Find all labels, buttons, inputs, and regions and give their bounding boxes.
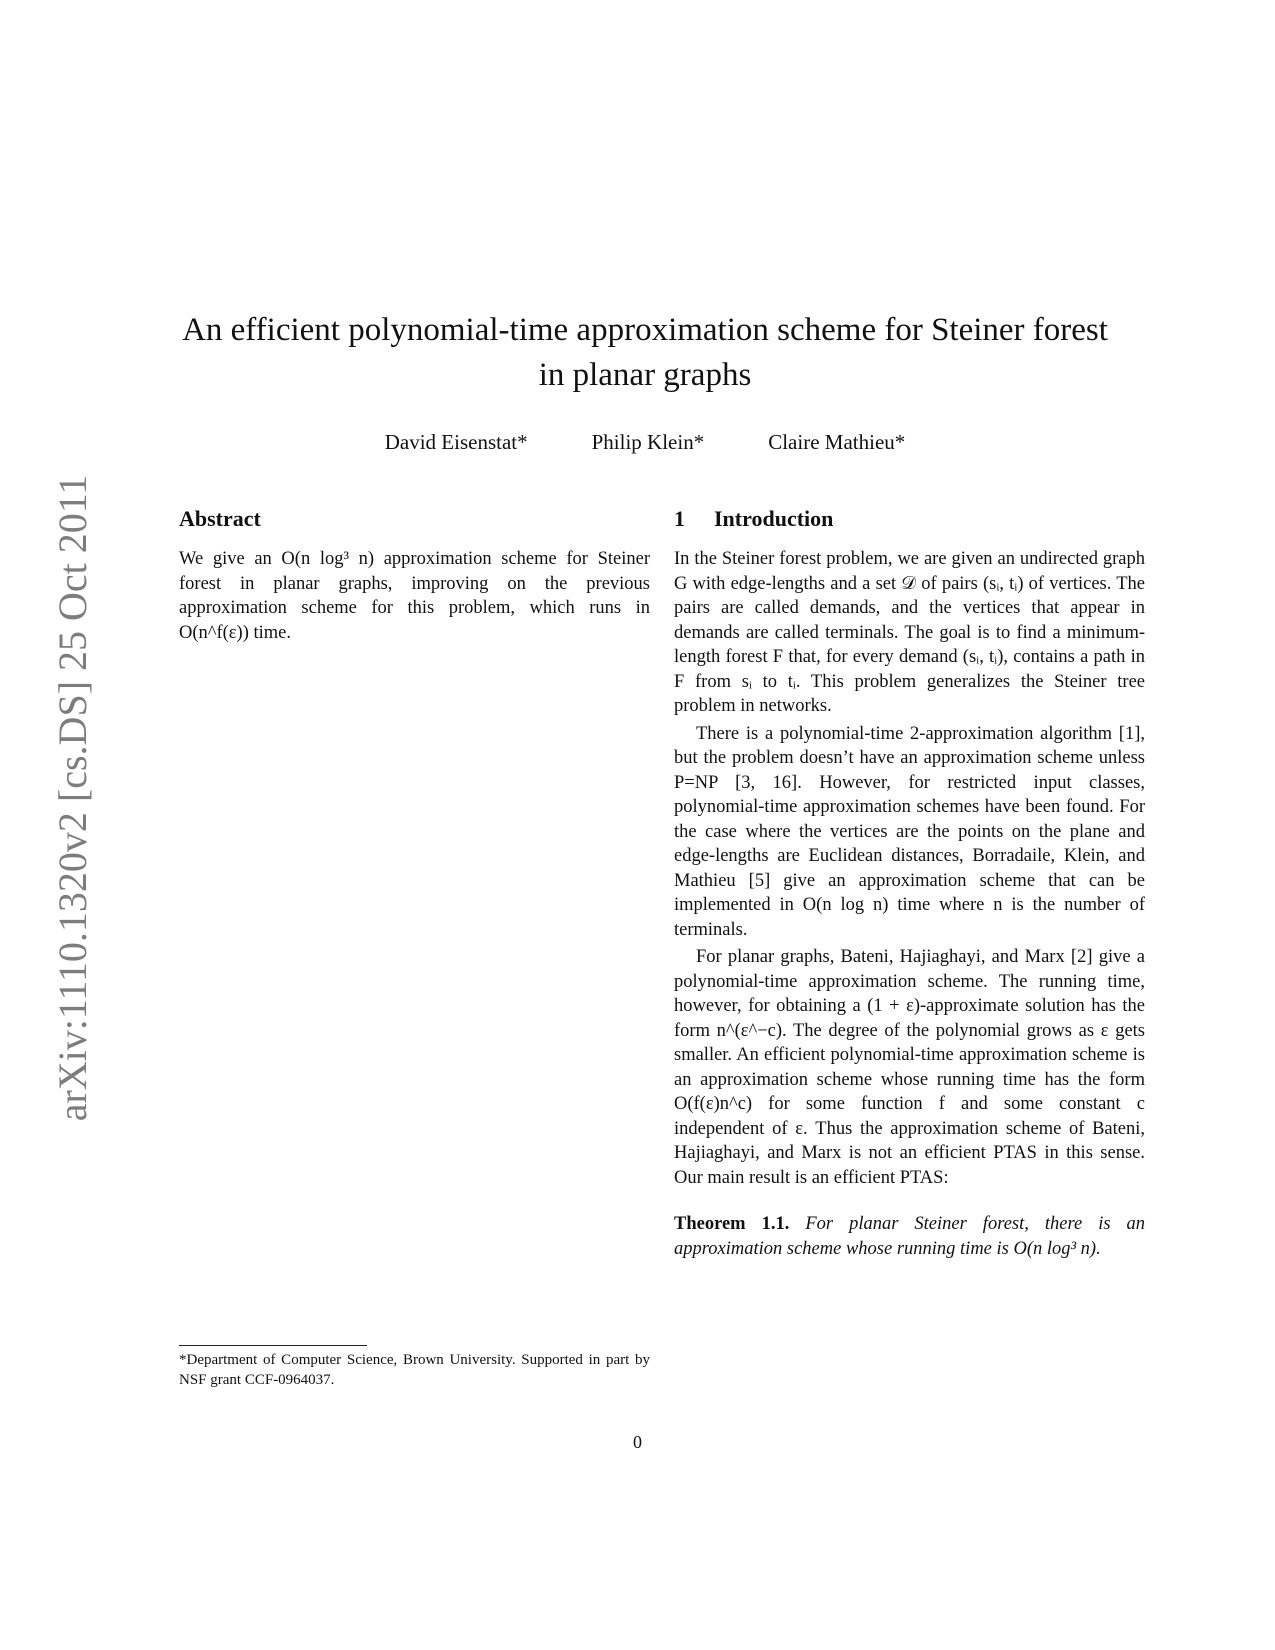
section-heading xyxy=(674,505,1145,533)
section-number: 1 xyxy=(674,506,685,531)
abstract-text: We give an O(n log³ n) approximation scheme for Steiner forest in planar graphs, improving on the previous approximation scheme for this problem, which runs in O(n^f(ε)) time. xyxy=(179,549,650,643)
abstract-column xyxy=(179,505,650,645)
page-number: 0 xyxy=(633,1432,642,1452)
intro-paragraph-3: For planar graphs, Bateni, Hajiaghayi, and Marx [2] give a polynomial-time approximation scheme. The running time, however, for obtaining a (1 + ε)-approximate solution has the form n^(ε^−c). The degree of the polynomial grows as ε gets smaller. An efficient polynomial-time approximation scheme is an approximation scheme whose running time has the form O(f(ε)n^c) for some function f and some constant c independent of ε. Thus the approximation scheme of Bateni, Hajiaghayi, and Marx is not an efficient PTAS in this sense. Our main result is an efficient PTAS: xyxy=(674,947,1145,1188)
theorem-label: Theorem 1.1. xyxy=(674,1214,790,1234)
theorem-text: For planar Steiner forest, there is an approximation scheme whose running time is O(n log³ n). xyxy=(674,1214,1146,1259)
footnote-rule xyxy=(179,1345,367,1346)
intro-paragraph-2: There is a polynomial-time 2-approximation algorithm [1], but the problem doesn’t have an approximation scheme unless P=NP [3, 16]. However, for restricted input classes, polynomial-time approximation schemes have been found. For the case where the vertices are the points on the plane and edge-lengths are Euclidean distances, Borradaile, Klein, and Mathieu [5] give an approximation scheme that can be implemented in O(n log n) time where n is the number of terminals. xyxy=(674,723,1145,940)
abstract-heading: Abstract xyxy=(179,506,261,531)
section-title: Introduction xyxy=(714,506,834,531)
author: Claire Mathieu* xyxy=(768,430,906,454)
intro-paragraph-1: In the Steiner forest problem, we are given an undirected graph G with edge-lengths and a set 𝒟 of pairs (sᵢ, tᵢ) of vertices. The pairs are called demands, and the vertices that appear in demands are called terminals. The goal is to find a minimum-length forest F that, for every demand (sᵢ, tᵢ), contains a path in F from sᵢ to tᵢ. This problem generalizes the Steiner tree problem in networks. xyxy=(674,549,1145,716)
footnote: *Department of Computer Science, Brown University. Supported in part by NSF grant CCF-0964037. xyxy=(179,1352,650,1388)
author: David Eisenstat* xyxy=(384,430,528,454)
paper-title: An efficient polynomial-time approximation scheme for Steiner forest in planar graphs xyxy=(182,312,1108,393)
author-list xyxy=(180,430,1110,455)
arxiv-sidebar-stamp: arXiv:1110.1320v2 [cs.DS] 25 Oct 2011 xyxy=(50,474,95,1122)
theorem xyxy=(674,1212,1145,1261)
author: Philip Klein* xyxy=(591,430,705,454)
introduction-column xyxy=(674,505,1145,1261)
